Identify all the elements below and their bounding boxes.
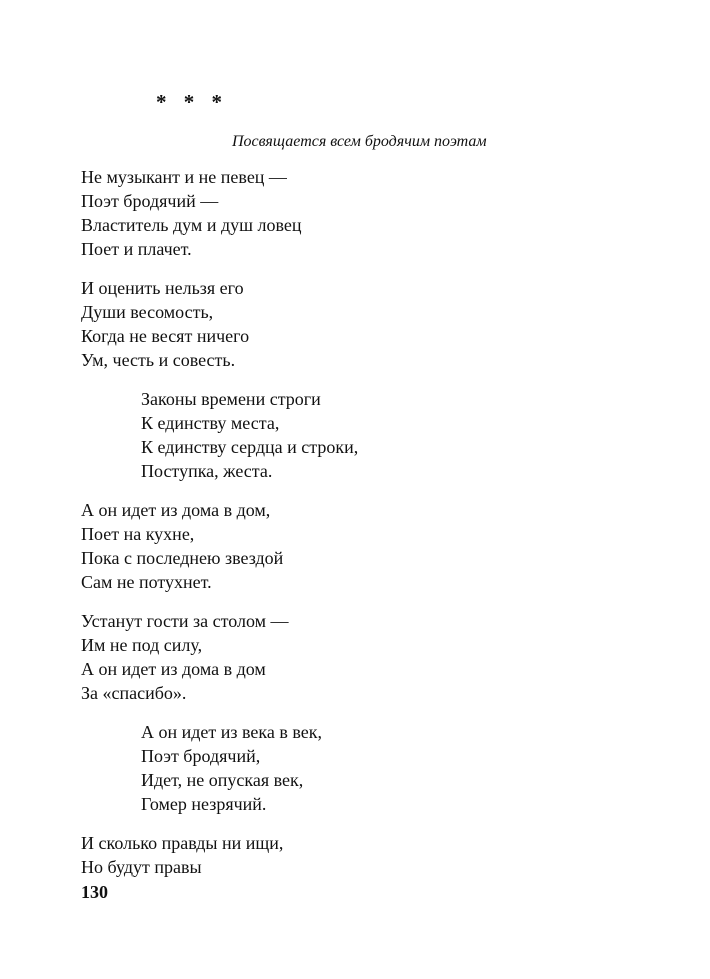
poem-line: Пока с последнею звездой	[81, 548, 284, 568]
poem-line: Устанут гости за столом —	[81, 611, 289, 631]
poem-line: А он идет из века в век,	[141, 722, 322, 742]
poem-line: К единству сердца и строки,	[141, 437, 359, 457]
poem-line: Но будут правы	[81, 857, 202, 877]
poem-line: Идет, не опуская век,	[141, 770, 304, 790]
stanza-7	[81, 831, 681, 879]
poem-line: Души весомость,	[81, 302, 214, 322]
poem-line: И оценить нельзя его	[81, 278, 244, 298]
poem-line: Не музыкант и не певец —	[81, 167, 287, 187]
poem-line: Законы времени строги	[141, 389, 321, 409]
stanza-6	[81, 720, 681, 816]
poem-line: Поступка, жеста.	[141, 461, 273, 481]
stanza-1	[81, 165, 681, 261]
poem-line: За «спасибо».	[81, 683, 187, 703]
poem-line: Поет и плачет.	[81, 239, 192, 259]
dedication: Посвящается всем бродячим поэтам	[232, 133, 487, 150]
poem-line: Поэт бродячий —	[81, 191, 219, 211]
stanza-4	[81, 498, 681, 594]
poem-line: Гомер незрячий.	[141, 794, 267, 814]
poem-line: Поэт бродячий,	[141, 746, 261, 766]
poem-line: Ум, честь и совесть.	[81, 350, 236, 370]
stanza-3	[81, 387, 681, 483]
poem-line: А он идет из дома в дом	[81, 659, 266, 679]
poem-line: И сколько правды ни ищи,	[81, 833, 284, 853]
stanza-5	[81, 609, 681, 705]
poem-line: Сам не потухнет.	[81, 572, 212, 592]
page-number: 130	[81, 882, 108, 902]
poem-body	[81, 165, 681, 894]
poem-line: Когда не весят ничего	[81, 326, 250, 346]
poem-line: Поет на кухне,	[81, 524, 195, 544]
section-separator: * * *	[156, 90, 228, 114]
stanza-2	[81, 276, 681, 372]
poem-line: К единству места,	[141, 413, 280, 433]
poem-line: А он идет из дома в дом,	[81, 500, 271, 520]
poem-line: Властитель дум и душ ловец	[81, 215, 302, 235]
poem-line: Им не под силу,	[81, 635, 203, 655]
